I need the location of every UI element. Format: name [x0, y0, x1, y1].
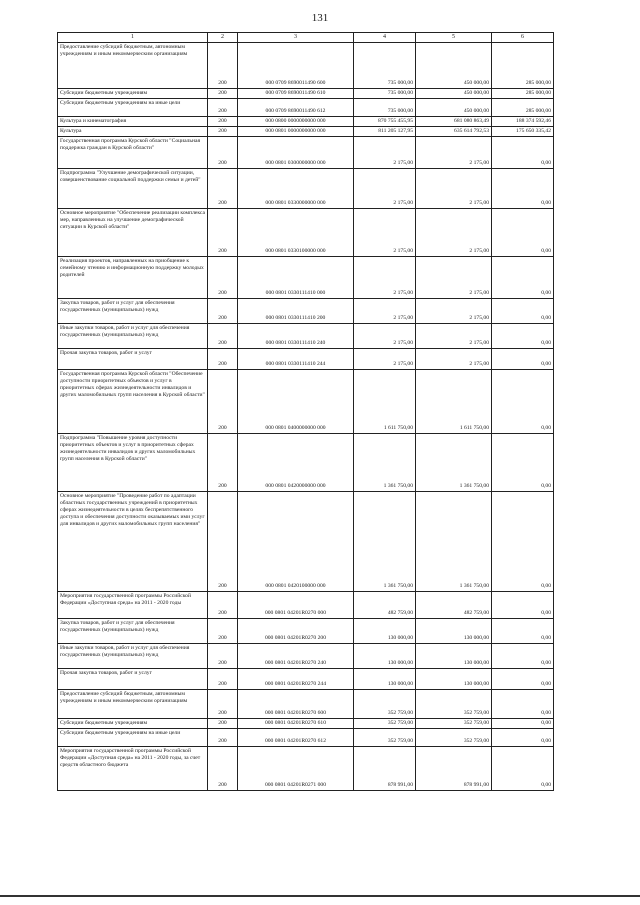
row-code-cell: 000 0801 0000000000 000 [238, 126, 354, 136]
row-amount-regional-cell: 188 374 592,46 [492, 116, 554, 126]
table-row [58, 689, 554, 718]
row-kvsr-cell: 200 [208, 718, 238, 728]
row-amount-total-cell: 735 000,00 [354, 89, 416, 99]
table-row [58, 433, 554, 491]
row-amount-federal-cell: 1 611 750,00 [416, 369, 492, 433]
row-amount-regional-cell: 0,00 [492, 746, 554, 790]
row-code-cell: 000 0801 04201R0270 200 [238, 618, 354, 643]
row-kvsr-cell: 200 [208, 591, 238, 618]
header-cell: 4 [354, 33, 416, 43]
row-amount-total-cell: 352 759,00 [354, 718, 416, 728]
row-code-cell: 000 0800 0000000000 000 [238, 116, 354, 126]
header-row [58, 33, 554, 43]
row-code-cell: 000 0801 0330000000 000 [238, 168, 354, 208]
row-amount-federal-cell: 2 175,00 [416, 208, 492, 256]
row-amount-federal-cell: 878 991,00 [416, 746, 492, 790]
row-kvsr-cell: 200 [208, 126, 238, 136]
row-name-cell: Государственная программа Курской области "Обеспечение доступности приоритетных объектов и услуг в приоритетных сферах жизнедеятельности инвалидов и других маломобильных групп населения в Курской области" [58, 369, 208, 433]
row-amount-total-cell: 352 759,00 [354, 689, 416, 718]
row-amount-regional-cell: 0,00 [492, 208, 554, 256]
table-row [58, 618, 554, 643]
row-kvsr-cell: 200 [208, 643, 238, 668]
row-amount-total-cell: 1 611 750,00 [354, 369, 416, 433]
row-code-cell: 000 0709 8690011490 600 [238, 43, 354, 89]
row-amount-federal-cell: 450 000,00 [416, 89, 492, 99]
row-kvsr-cell: 200 [208, 298, 238, 323]
row-amount-total-cell: 811 205 127,95 [354, 126, 416, 136]
row-name-cell: Подпрограмма "Повышение уровня доступности приоритетных объектов и услуг в приоритетных сферах жизнедеятельности инвалидов и других маломобильных групп населения в Курской области" [58, 433, 208, 491]
row-code-cell: 000 0801 0330111410 200 [238, 298, 354, 323]
row-amount-total-cell: 2 175,00 [354, 136, 416, 168]
row-amount-total-cell: 352 759,00 [354, 728, 416, 746]
row-amount-federal-cell: 352 759,00 [416, 718, 492, 728]
table-row [58, 323, 554, 348]
row-code-cell: 000 0801 0400000000 000 [238, 369, 354, 433]
row-amount-federal-cell: 2 175,00 [416, 348, 492, 369]
row-amount-regional-cell: 175 650 335,42 [492, 126, 554, 136]
row-kvsr-cell: 200 [208, 728, 238, 746]
row-amount-regional-cell: 285 000,00 [492, 43, 554, 89]
row-name-cell: Субсидии бюджетным учреждениям [58, 718, 208, 728]
row-kvsr-cell: 200 [208, 116, 238, 126]
row-code-cell: 000 0801 0300000000 000 [238, 136, 354, 168]
row-amount-total-cell: 2 175,00 [354, 323, 416, 348]
row-amount-federal-cell: 2 175,00 [416, 323, 492, 348]
row-amount-regional-cell: 0,00 [492, 168, 554, 208]
page-number: 131 [311, 12, 329, 24]
row-code-cell: 000 0709 8690011490 612 [238, 98, 354, 116]
row-name-cell: Мероприятия государственной программы Российской Федерации «Доступная среда» на 2011 - 2020 годы [58, 591, 208, 618]
row-kvsr-cell: 200 [208, 491, 238, 591]
row-code-cell: 000 0801 0330111410 244 [238, 348, 354, 369]
row-amount-federal-cell: 450 000,00 [416, 43, 492, 89]
row-kvsr-cell: 200 [208, 136, 238, 168]
row-amount-total-cell: 482 759,00 [354, 591, 416, 618]
row-code-cell: 000 0801 04201R0270 244 [238, 668, 354, 689]
row-amount-regional-cell: 0,00 [492, 369, 554, 433]
row-amount-regional-cell: 0,00 [492, 728, 554, 746]
table-row [58, 668, 554, 689]
row-amount-regional-cell: 0,00 [492, 643, 554, 668]
row-amount-federal-cell: 352 759,00 [416, 728, 492, 746]
row-amount-total-cell: 2 175,00 [354, 208, 416, 256]
table-row [58, 168, 554, 208]
table-row [58, 728, 554, 746]
row-amount-regional-cell: 0,00 [492, 256, 554, 298]
row-amount-regional-cell: 0,00 [492, 618, 554, 643]
table-row [58, 126, 554, 136]
row-name-cell: Иные закупки товаров, работ и услуг для обеспечения государственных (муниципальных) нужд [58, 643, 208, 668]
row-amount-total-cell: 735 000,00 [354, 98, 416, 116]
row-name-cell: Субсидии бюджетным учреждениям на иные цели [58, 728, 208, 746]
row-amount-federal-cell: 2 175,00 [416, 168, 492, 208]
row-amount-total-cell: 2 175,00 [354, 256, 416, 298]
row-kvsr-cell: 200 [208, 746, 238, 790]
table-row [58, 718, 554, 728]
row-code-cell: 000 0801 04201R0271 000 [238, 746, 354, 790]
row-amount-federal-cell: 130 000,00 [416, 643, 492, 668]
row-name-cell: Реализация проектов, направленных на приобщение к семейному чтению и информационную поддержку молодых родителей [58, 256, 208, 298]
table-row [58, 98, 554, 116]
row-kvsr-cell: 200 [208, 89, 238, 99]
row-code-cell: 000 0801 04201R0270 240 [238, 643, 354, 668]
page-bottom-rule [0, 895, 640, 897]
row-name-cell: Предоставление субсидий бюджетным, автономным учреждениям и иным некоммерческим организациям [58, 689, 208, 718]
row-amount-regional-cell: 0,00 [492, 689, 554, 718]
row-amount-federal-cell: 130 000,00 [416, 668, 492, 689]
row-amount-federal-cell: 2 175,00 [416, 298, 492, 323]
row-kvsr-cell: 200 [208, 369, 238, 433]
row-kvsr-cell: 200 [208, 256, 238, 298]
table-row [58, 746, 554, 790]
row-amount-regional-cell: 0,00 [492, 136, 554, 168]
table-row [58, 116, 554, 126]
table-row [58, 491, 554, 591]
row-kvsr-cell: 200 [208, 208, 238, 256]
row-name-cell: Прочая закупка товаров, работ и услуг [58, 668, 208, 689]
row-code-cell: 000 0801 04201R0270 600 [238, 689, 354, 718]
row-name-cell: Культура [58, 126, 208, 136]
row-amount-federal-cell: 482 759,00 [416, 591, 492, 618]
row-name-cell: Подпрограмма "Улучшение демографической ситуации, совершенствование социальной поддержки семьи и детей" [58, 168, 208, 208]
table-row [58, 591, 554, 618]
row-name-cell: Закупка товаров, работ и услуг для обеспечения государственных (муниципальных) нужд [58, 298, 208, 323]
row-amount-regional-cell: 0,00 [492, 668, 554, 689]
row-name-cell: Культура и кинематография [58, 116, 208, 126]
header-cell: 5 [416, 33, 492, 43]
row-amount-federal-cell: 1 361 750,00 [416, 433, 492, 491]
row-amount-federal-cell: 130 000,00 [416, 618, 492, 643]
row-amount-regional-cell: 0,00 [492, 433, 554, 491]
header-cell: 1 [58, 33, 208, 43]
row-kvsr-cell: 200 [208, 689, 238, 718]
row-amount-regional-cell: 285 000,00 [492, 89, 554, 99]
row-amount-total-cell: 130 000,00 [354, 668, 416, 689]
table-row [58, 298, 554, 323]
row-kvsr-cell: 200 [208, 43, 238, 89]
row-kvsr-cell: 200 [208, 98, 238, 116]
row-amount-total-cell: 870 755 455,95 [354, 116, 416, 126]
row-amount-total-cell: 2 175,00 [354, 168, 416, 208]
row-code-cell: 000 0709 8690011490 610 [238, 89, 354, 99]
row-code-cell: 000 0801 0420000000 000 [238, 433, 354, 491]
row-code-cell: 000 0801 0330111410 240 [238, 323, 354, 348]
row-name-cell: Иные закупки товаров, работ и услуг для обеспечения государственных (муниципальных) нужд [58, 323, 208, 348]
row-code-cell: 000 0801 0420100000 000 [238, 491, 354, 591]
table-row [58, 89, 554, 99]
row-name-cell: Закупка товаров, работ и услуг для обеспечения государственных (муниципальных) нужд [58, 618, 208, 643]
table-row [58, 136, 554, 168]
row-name-cell: Субсидии бюджетным учреждениям [58, 89, 208, 99]
row-kvsr-cell: 200 [208, 668, 238, 689]
header-cell: 2 [208, 33, 238, 43]
row-amount-total-cell: 130 000,00 [354, 618, 416, 643]
row-amount-regional-cell: 0,00 [492, 718, 554, 728]
row-amount-total-cell: 1 361 750,00 [354, 491, 416, 591]
row-kvsr-cell: 200 [208, 433, 238, 491]
row-name-cell: Основное мероприятие "Проведение работ по адаптации областных государственных учреждений в приоритетных сферах жизнедеятельности в целях беспрепятственного доступа и обеспечения доступности оказываемых ими услуг для инвалидов и других маломобильных групп населения" [58, 491, 208, 591]
row-amount-total-cell: 735 000,00 [354, 43, 416, 89]
row-amount-total-cell: 1 361 750,00 [354, 433, 416, 491]
budget-table [57, 32, 554, 791]
row-amount-regional-cell: 0,00 [492, 323, 554, 348]
table-row [58, 369, 554, 433]
row-name-cell: Субсидии бюджетным учреждениям на иные цели [58, 98, 208, 116]
header-cell: 6 [492, 33, 554, 43]
table-row [58, 643, 554, 668]
row-kvsr-cell: 200 [208, 168, 238, 208]
row-name-cell: Мероприятия государственной программы Российской Федерации «Доступная среда» на 2011 - 2020 годы, за счет средств областного бюджета [58, 746, 208, 790]
row-name-cell: Прочая закупка товаров, работ и услуг [58, 348, 208, 369]
row-name-cell: Основное мероприятие "Обеспечение реализации комплекса мер, направленных на улучшение демографической ситуации в Курской области" [58, 208, 208, 256]
row-kvsr-cell: 200 [208, 323, 238, 348]
row-amount-federal-cell: 2 175,00 [416, 136, 492, 168]
row-amount-regional-cell: 0,00 [492, 348, 554, 369]
row-amount-federal-cell: 1 361 750,00 [416, 491, 492, 591]
row-kvsr-cell: 200 [208, 618, 238, 643]
row-code-cell: 000 0801 04201R0270 000 [238, 591, 354, 618]
row-code-cell: 000 0801 0330100000 000 [238, 208, 354, 256]
row-amount-federal-cell: 681 080 863,49 [416, 116, 492, 126]
row-code-cell: 000 0801 04201R0270 610 [238, 718, 354, 728]
table-row [58, 43, 554, 89]
row-amount-regional-cell: 0,00 [492, 298, 554, 323]
row-amount-regional-cell: 285 000,00 [492, 98, 554, 116]
row-code-cell: 000 0801 0330111410 000 [238, 256, 354, 298]
row-amount-total-cell: 2 175,00 [354, 348, 416, 369]
row-kvsr-cell: 200 [208, 348, 238, 369]
row-amount-total-cell: 878 991,00 [354, 746, 416, 790]
table-row [58, 208, 554, 256]
row-amount-regional-cell: 0,00 [492, 491, 554, 591]
row-amount-federal-cell: 450 000,00 [416, 98, 492, 116]
table-row [58, 256, 554, 298]
row-amount-federal-cell: 635 614 792,53 [416, 126, 492, 136]
table-row [58, 348, 554, 369]
row-amount-federal-cell: 352 759,00 [416, 689, 492, 718]
row-code-cell: 000 0801 04201R0270 612 [238, 728, 354, 746]
row-amount-regional-cell: 0,00 [492, 591, 554, 618]
header-cell: 3 [238, 33, 354, 43]
row-amount-total-cell: 2 175,00 [354, 298, 416, 323]
row-amount-federal-cell: 2 175,00 [416, 256, 492, 298]
row-name-cell: Государственная программа Курской области "Социальная поддержка граждан в Курской области" [58, 136, 208, 168]
row-amount-total-cell: 130 000,00 [354, 643, 416, 668]
row-name-cell: Предоставление субсидий бюджетным, автономным учреждениям и иным некоммерческим организациям [58, 43, 208, 89]
